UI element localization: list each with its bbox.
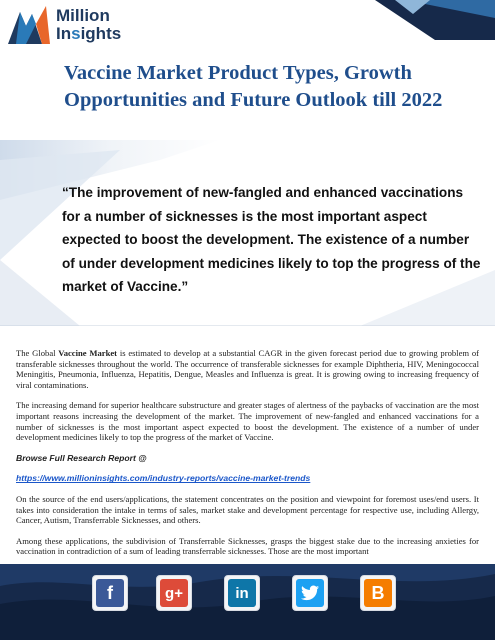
paragraph-intro-start: The Global — [16, 348, 59, 358]
linkedin-icon: in — [228, 579, 256, 607]
brand-name-line2-accent: s — [71, 24, 81, 43]
brand-name-line2-prefix: In — [56, 24, 72, 43]
paragraph-segments: Among these applications, the subdivision of Transferrable Sicknesses, grasps the biggest stake due to the increasing anxieties for vaccination in contradiction of a sum of leading transferrable sicknesses. Those are the most important — [16, 535, 479, 557]
twitter-button[interactable] — [292, 575, 328, 611]
page-title: Vaccine Market Product Types, Growth Opportunities and Future Outlook till 2022 — [64, 62, 443, 111]
linkedin-button[interactable] — [224, 575, 260, 611]
footer — [0, 564, 495, 640]
twitter-icon — [296, 579, 324, 607]
brand-name-line2 — [56, 25, 121, 43]
browse-report-label: Browse Full Research Report @ — [16, 452, 147, 463]
header-corner-decoration — [335, 0, 495, 40]
twitter-bird-glyph — [301, 585, 319, 601]
blogger-icon: B — [364, 579, 392, 607]
facebook-icon: f — [96, 579, 124, 607]
highlight-quote: “The improvement of new-fangled and enhanced vaccinations for a number of sicknesses is the most important aspect expected to boost the development. The existence of a number of under development medicines likely to top the progress of the market of Vaccine.” — [62, 185, 481, 294]
blogger-button[interactable] — [360, 575, 396, 611]
facebook-button[interactable] — [92, 575, 128, 611]
header — [0, 0, 495, 52]
brand-name-line2-suffix: ights — [80, 24, 122, 43]
brand-name — [56, 7, 121, 43]
highlight-quote-box — [0, 140, 495, 326]
paragraph-intro — [16, 348, 479, 390]
vaccine-market-term: Vaccine Market — [58, 348, 118, 358]
paragraph-demand: The increasing demand for superior healthcare substructure and greater stages of alertness of the paybacks of vaccination are the most important reasons increasing the development of the market. The improvement of new-fangled and enhanced vaccinations for a number of sicknesses is the most important aspect expected to boost the development. The existence of a number of under development medicines likely to top the progress of the market of Vaccine. — [16, 400, 479, 443]
paragraph-applications: On the source of the end users/applications, the statement concentrates on the position and viewpoint for foremost uses/end users. It takes into consideration the intake in terms of sales, market stake and development percentage for respective use, including Allergy, Cancer, Autism, Transferrable Sicknesses, and others. — [16, 493, 479, 526]
logo-icon — [6, 4, 52, 46]
google-plus-icon: g+ — [160, 579, 188, 607]
google-plus-button[interactable] — [156, 575, 192, 611]
report-link[interactable]: https://www.millioninsights.com/industry-reports/vaccine-market-trends — [16, 473, 311, 484]
paragraph-intro-rest: is estimated to develop at a substantial CAGR in the given forecast period due to growing problem of transferable sicknesses throughout the world. The occurrence of transferable sicknesses for example Diphtheria, HIV, Meningococcal Meningitis, Pneumonia, Influenza, Hepatitis, Dengue, Measles and Influenza is great. It is growing owing to increasing frequency of viral contaminations. — [16, 348, 479, 390]
article-body — [16, 348, 479, 567]
brand-logo[interactable] — [6, 4, 146, 46]
brand-name-line1: Million — [56, 6, 110, 25]
